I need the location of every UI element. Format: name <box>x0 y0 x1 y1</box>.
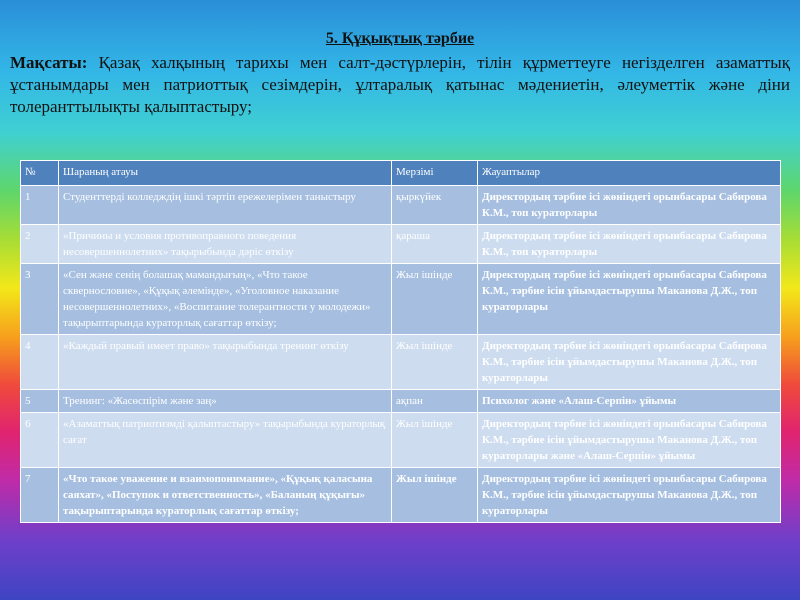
row-event: Тренинг: «Жасөспірім және заң» <box>59 390 392 413</box>
slide-title: 5. Құқықтық тәрбие <box>325 30 475 47</box>
row-date: Жыл ішінде <box>392 335 478 390</box>
row-date: Жыл ішінде <box>392 413 478 468</box>
row-event: «Причины и условия противоправного поведения несовершеннолетних» тақырыбында дәріс өткізу <box>59 225 392 264</box>
row-responsible: Директордың тәрбие ісі жөніндегі орынбасары Сабирова К.М., тәрбие ісін ұйымдастырушы Маканова Д.Ж., топ кураторлары және «Алаш-Серпін» ұйымы <box>478 413 781 468</box>
row-responsible: Директордың тәрбие ісі жөніндегі орынбасары Сабирова К.М., тәрбие ісін ұйымдастырушы Маканова Д.Ж., топ кураторлары <box>478 468 781 523</box>
header-number: № <box>21 161 59 186</box>
table-row <box>21 225 781 264</box>
row-event: Студенттерді колледждің ішкі тәртіп ережелерімен таныстыру <box>59 186 392 225</box>
row-responsible: Директордың тәрбие ісі жөніндегі орынбасары Сабирова К.М., тәрбие ісін ұйымдастырушы Маканова Д.Ж., топ кураторлары <box>478 264 781 335</box>
row-date: қараша <box>392 225 478 264</box>
table-header-row <box>21 161 781 186</box>
row-date: ақпан <box>392 390 478 413</box>
table-row <box>21 468 781 523</box>
row-responsible: Директордың тәрбие ісі жөніндегі орынбасары Сабирова К.М., топ кураторлары <box>478 225 781 264</box>
row-number: 5 <box>21 390 59 413</box>
row-date: Жыл ішінде <box>392 264 478 335</box>
goal-label: Мақсаты: <box>10 53 88 72</box>
table-row <box>21 413 781 468</box>
header-event: Шараның атауы <box>59 161 392 186</box>
row-event: «Сен және сенің болашақ мамандығың», «Что такое сквернословие», «Құқық әлемінде», «Уголовное наказание несовершеннолетних», «Воспитание толерантности у молодежи» тақырыптарында кураторлық сағаттар өткізу; <box>59 264 392 335</box>
events-table <box>20 160 781 523</box>
row-number: 3 <box>21 264 59 335</box>
row-number: 7 <box>21 468 59 523</box>
row-event: «Что такое уважение и взаимопонимание», «Құқық қаласына саяхат», «Поступок и ответственность», «Баланың құқығы» тақырыптарында кураторлық сағаттар өткізу; <box>59 468 392 523</box>
table-row <box>21 264 781 335</box>
row-responsible: Директордың тәрбие ісі жөніндегі орынбасары Сабирова К.М., тәрбие ісін ұйымдастырушы Маканова Д.Ж., топ кураторлары <box>478 335 781 390</box>
header-date: Мерзімі <box>392 161 478 186</box>
row-number: 2 <box>21 225 59 264</box>
table-row <box>21 186 781 225</box>
table-row <box>21 335 781 390</box>
row-number: 4 <box>21 335 59 390</box>
header-responsible: Жауаптылар <box>478 161 781 186</box>
row-event: «Каждый правый имеет право» тақырыбында тренинг өткізу <box>59 335 392 390</box>
row-responsible: Директордың тәрбие ісі жөніндегі орынбасары Сабирова К.М., топ кураторлары <box>478 186 781 225</box>
row-date: Жыл ішінде <box>392 468 478 523</box>
row-responsible: Психолог және «Алаш-Серпін» ұйымы <box>478 390 781 413</box>
goal-text: Қазақ халқының тарихы мен салт-дәстүрлерін, тілін құрметтеуге негізделген азаматтық ұстанымдары мен патриоттық сезімдерін, ұлтаралық қатынас мәдениетін, әлеуметтік және діни толеранттылықты қалыптастыру; <box>10 53 790 116</box>
row-number: 1 <box>21 186 59 225</box>
table-row <box>21 390 781 413</box>
goal-paragraph <box>10 52 790 118</box>
row-event: «Азаматтық патриотизмді қалыптастыру» тақырыбында кураторлық сағат <box>59 413 392 468</box>
row-number: 6 <box>21 413 59 468</box>
row-date: қыркүйек <box>392 186 478 225</box>
